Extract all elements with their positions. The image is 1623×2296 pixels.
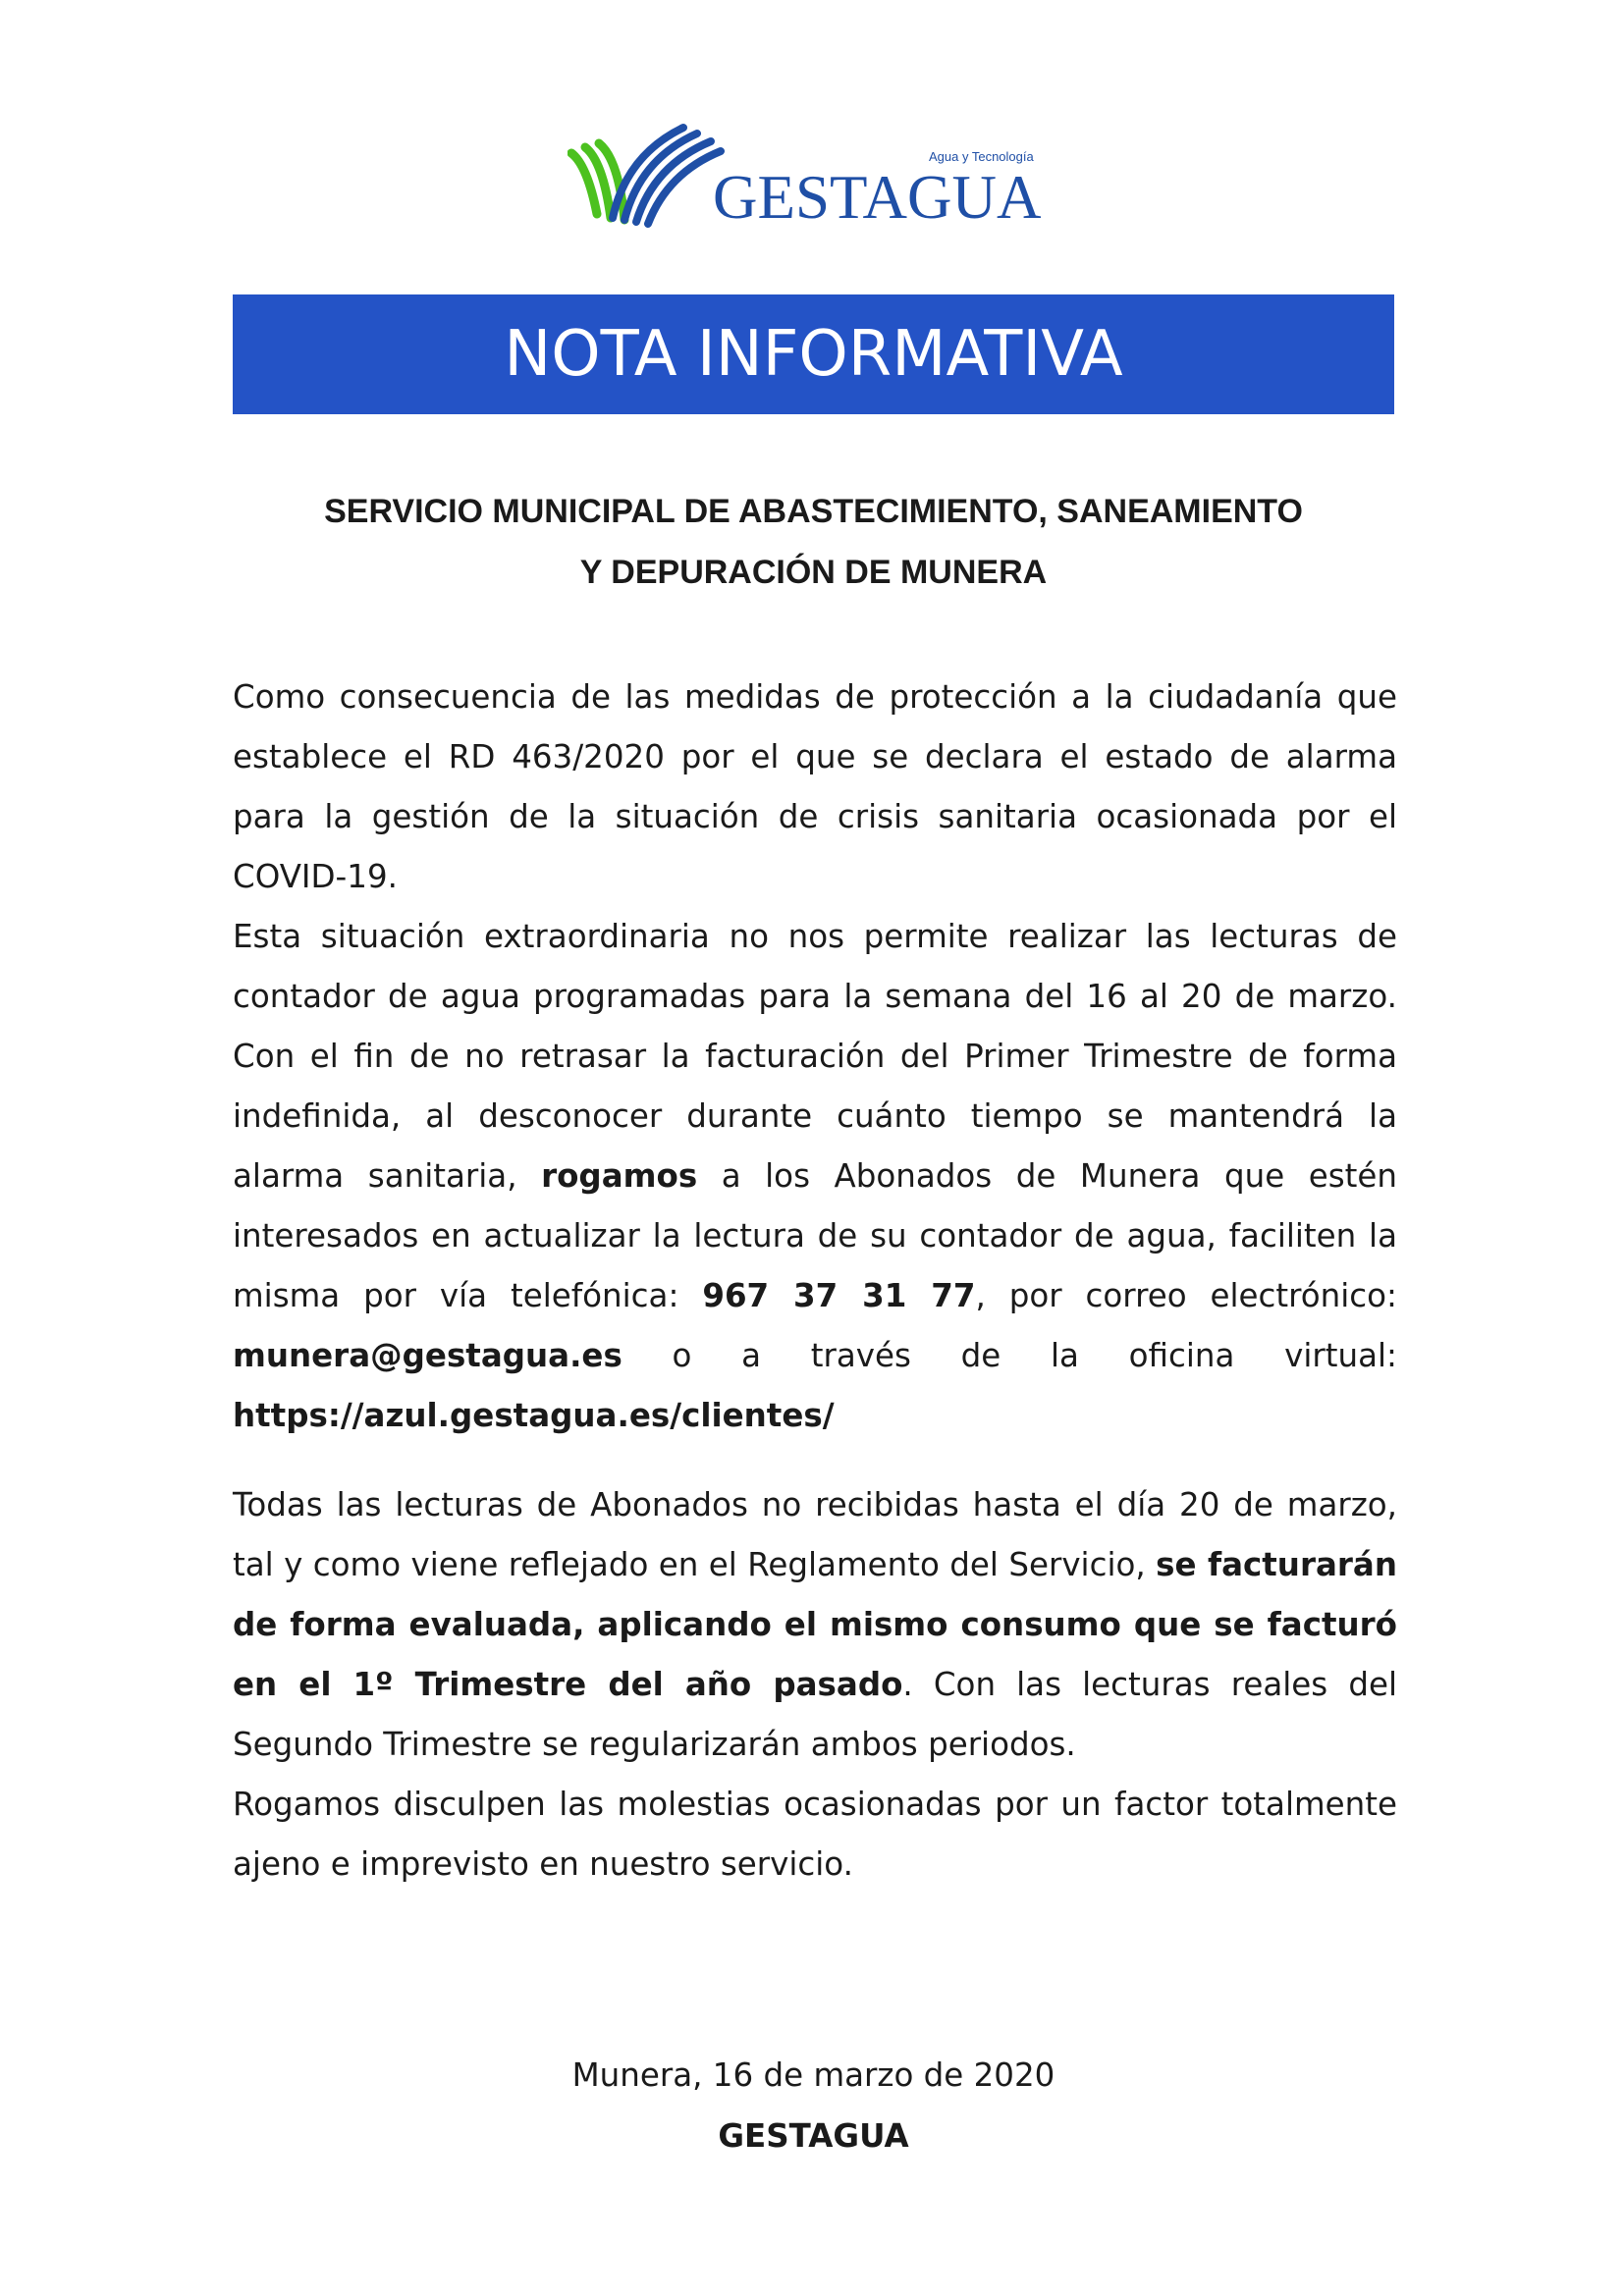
place-date: Munera, 16 de marzo de 2020 — [571, 2056, 1055, 2094]
service-title — [233, 481, 1394, 603]
emphasis-rogamos: rogamos — [541, 1157, 698, 1195]
title-banner: NOTA INFORMATIVA — [233, 294, 1394, 414]
service-title-line-1: SERVICIO MUNICIPAL DE ABASTECIMIENTO, SANEAMIENTO — [324, 493, 1303, 530]
gestagua-logo — [568, 116, 1058, 232]
service-title-line-2: Y DEPURACIÓN DE MUNERA — [579, 554, 1048, 591]
notice-body — [233, 667, 1397, 1895]
email-address: munera@gestagua.es — [233, 1337, 622, 1374]
water-waves-icon — [568, 116, 725, 232]
billing-emphasis: se facturarán de forma evaluada, aplicando el mismo consumo que se facturó en el 1º Trimestre del año pasado — [233, 1546, 1398, 1703]
virtual-office-url: https://azul.gestagua.es/clientes/ — [233, 1397, 835, 1434]
paragraph-context: Como consecuencia de las medidas de protección a la ciudadanía que establece el RD 463/2020 por el que se declara el estado de alarma para la gestión de la situación de crisis sanitaria ocasionada por el COVID-19. — [233, 678, 1397, 895]
paragraph-billing: Todas las lecturas de Abonados no recibidas hasta el día 20 de marzo, tal y como viene reflejado en el Reglamento del Servicio, se facturarán de forma evaluada, aplicando el mismo consumo que se facturó en el 1º Trimestre del año pasado. Con las lecturas reales del Segundo Trimestre se regularizarán ambos periodos. — [233, 1486, 1398, 1763]
logo-wordmark: GESTAGUA — [713, 163, 1042, 232]
paragraph-request: Esta situación extraordinaria no nos permite realizar las lecturas de contador de agua programadas para la semana del 16 al 20 de marzo. Con el fin de no retrasar la facturación del Primer Trimestre de forma indefinida, al desconocer durante cuánto tiempo se mantendrá la alarma sanitaria, rogamos a los Abonados de Munera que estén interesados en actualizar la lectura de su contador de agua, faciliten la misma por vía telefónica: 967 37 31 77, por correo electrónico: munera@gestagua.es o a través de la oficina virtual: https://azul.gestagua.es/clientes/ — [233, 918, 1397, 1434]
logo-tagline: Agua y Tecnología — [929, 149, 1034, 164]
phone-number: 967 37 31 77 — [702, 1277, 976, 1314]
paragraph-apology: Rogamos disculpen las molestias ocasionadas por un factor totalmente ajeno e imprevisto en nuestro servicio. — [233, 1786, 1397, 1883]
closing-block — [233, 2045, 1394, 2166]
signature: GESTAGUA — [718, 2117, 909, 2155]
